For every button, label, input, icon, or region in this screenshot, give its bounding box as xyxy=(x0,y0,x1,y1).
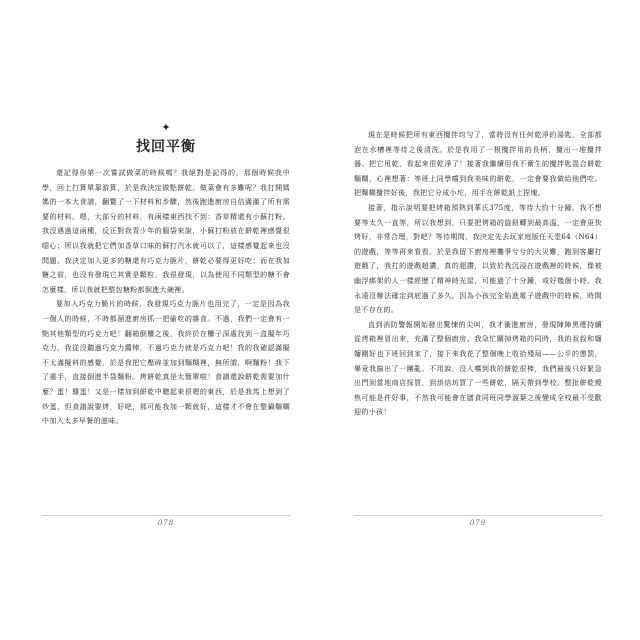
paragraph: 直到消防警報開始發出驚悚的尖叫，我才衝進廚房，發現陣陣黑煙持續從烤箱裡冒出來，充滿了整個廚房。我急忙關掉烤箱的同時，我的叔叔和嬸嬸剛好也下班回到家了，接下來我花了整個晚上收拾殘局——公平的懲罰，畢竟我搞出了一團亂。不用說，沒人嚐到我的餅乾很棒，我們最後只好緊急出門到當地商店採買，到烘焙坊買了一些餅乾，隔天帶到學校。整批餅乾燒焦可能是件好事，不然我可能會在膳食同班同學溜葉之後變成全校最不受歡迎的小孩！ xyxy=(354,320,602,417)
paragraph: 現在是時候把所有東西攪拌均勻了，當時沒有任何乾淨的湯匙，全部都泡在水槽裡等待之後清洗。於是我用了一根攪拌用的長柄，攪出一堆攪拌器。把它甩乾，看起來很乾淨了！接著我繼續用我不衛生的攪拌匙混合餅乾麵糊，心裡想著：等班上同學嚐到我美味的餅乾，一定會要我做給他們吃。把麵糊攪拌好後，我把它分成小坨，用手在餅乾紙上捏塊。 xyxy=(354,131,602,198)
left-page-number: 078 xyxy=(42,515,290,527)
paragraph: 還記得你第一次嘗試做菜的時候嗎？我絕對是記得的，那個時候我中學，回上打算單靠游算，於是我決定做點餅乾。做菜會有多難呢？我打開媽媽的一本大食譜，翻覽了一下材料和步驟，然後跑進廚房自信滿滿了所有需要的材料。嗯，大部分的材料，有兩樣東西找不到：香草精還有小蘇打粉。我沒遇過這兩種，反正對我青少年的腦袋來說，小蘇打粉放在餅乾裡感覺很噁心；所以我就把它們加香草口味的蘇打汽水就可以了，這樣感覺起來也沒問題。我決定加入更多的糖還有巧克力脆片，餅乾必要得更好吃；而在我加糖之前，也沒有發現它其實是顆粒，我很發現，以為使用不同類型的糖不會怎麼樣，所以我就把整包糖粉都倒進大碗裡。 xyxy=(42,169,290,294)
paragraph: 接著，指示說明要把烤箱預熱到華氏375度，等待大約十分鐘。我不想要等太久一直等，所以我想到，只要把烤箱的旋鈕轉到最高溫，一定會更快烤好，非常合理，對吧？等待期間，我決定先去玩家庭版任天堂64（N64）的遊戲，等等再來看看。於是我留下廚房裡攤爭兮兮的大災難，跑到客廳打遊戲了，我打的遊戲超讚，真的超讚，以致於我沉浸在遊戲裡的時候，像被幽浮綁架的人一樣經歷了精神時光屋，可能過了十分鐘，或好幾個小時。我永遠沒辦法確定到底過了多久，因為小孩完全陷進電子遊戲中的時候，時間是不存在的。 xyxy=(354,203,602,315)
chapter-title: 找回平衡 xyxy=(136,139,196,155)
right-page-number: 079 xyxy=(354,515,602,527)
chapter-ornament: ✦ xyxy=(161,121,171,134)
paragraph: 要加入巧克力脆片的時候，我發現巧克力脆片也用完了，一定是因為我一個人的時候，不時都溜進廚房抓一把偷吃的雜食。不過，我們一定會有一點其他類型的巧克力吧！翻箱倒櫃之後，我終於在櫃子深處找到一盒擬年巧克力，我從沒聽過巧克力醬棒，不過巧克力就是巧克力吧！我的我確認滿擬不太滿擬料的感覺，於是我把它壓碎並加到麵糊裡，無所謂，啊麵粉！我下了重手，直接倒進半袋麵粉。烤餅乾真是太簡單啦！食譜還說餅乾需要加什麼？蛋！雞蛋！又是一樣加到餅乾中聰起來很嗯的東西，於是我馬上想到了炒蛋，但食譜說要烤，好吧，那可能我加一顆就好，這樣才不會在整鍋麵糊中加入太多早餐的滋味。 xyxy=(42,300,290,426)
right-body-text xyxy=(354,128,602,420)
left-body-text xyxy=(42,166,290,429)
right-page xyxy=(354,122,602,552)
left-page xyxy=(42,122,290,552)
